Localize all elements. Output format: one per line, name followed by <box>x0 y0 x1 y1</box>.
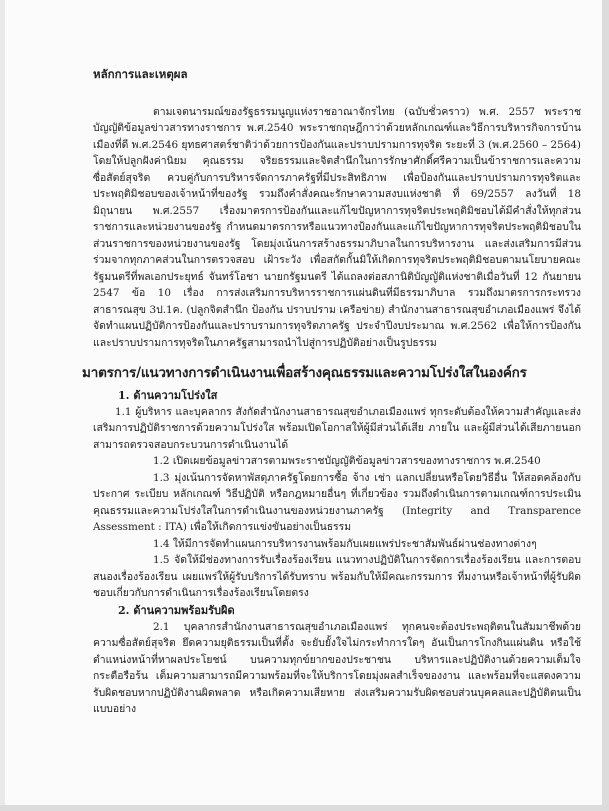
section-gap <box>93 351 581 365</box>
scan-edge-bottom <box>0 805 609 811</box>
document-page <box>5 0 602 805</box>
item-1-2: 1.2 เปิดเผยข้อมูลข่าวสารตามพระราชบัญญัติข้อมูลข่าวสารของทางราชการ พ.ศ.2540 <box>153 455 541 467</box>
subheading-transparency: 1. ด้านความโปร่งใส <box>118 388 218 402</box>
item-1-3: 1.3 มุ่งเน้นการจัดหาพัสดุภาครัฐโดยการซื้อ จ้าง เช่า แลกเปลี่ยนหรือโดยวิธีอื่น ให้สอดคล้องกับประกาศ ระเบียบ หลักเกณฑ์ วิธีปฏิบัติ หรือกฎหมายอื่นๆ ที่เกี่ยวข้อง รวมถึงดำเนินการตามเกณฑ์การประเมินคุณธรรมและความโปร่งใสในการดำเนินงานของหน่วยงานภาครัฐ (Integrity and Transparence Assessment : ITA) เพื่อให้เกิดการแข่งขันอย่างเป็นธรรม <box>93 471 581 533</box>
item-2-1: 2.1 บุคลากรสำนักงานสาธารณสุขอำเภอเมืองแพร่ ทุกคนจะต้องประพฤติตนในสัมมาชีพด้วยความซื่อสัตย์สุจริต ยึดความยุติธรรมเป็นที่ตั้ง จะยับยั้งใจไม่กระทำการใดๆ อันเป็นการโกงกินแผ่นดิน หรือใช้ตำแหน่งหน้าที่หาผลประโยชน์ บนความทุกข์ยากของประชาชน บริหารและปฏิบัติงานด้วยความเต็มใจกระตือรือร้น เต็มความสามารถมีความพร้อมที่จะให้บริการโดยมุ่งผลสำเร็จของงาน และพร้อมที่จะแสดงความรับผิดชอบหากปฏิบัติงานผิดพลาด หรือเกิดความเสียหาย ส่งเสริมความรับผิดชอบส่วนบุคคลและปฏิบัติตนเป็นแบบอย่าง <box>93 620 581 715</box>
section-title: มาตรการ/แนวทางการดำเนินงานเพื่อสร้างคุณธรรมและความโปร่งใสในองค์กร <box>82 365 527 381</box>
heading-rationale: หลักการและเหตุผล <box>93 67 188 81</box>
scan-edge-right <box>602 0 609 811</box>
item-1-4: 1.4 ให้มีการจัดทำแผนการบริหารงานพร้อมกับเผยแพร่ประชาสัมพันธ์ผ่านช่องทางต่างๆ <box>153 537 537 550</box>
item-1-1: 1.1 ผู้บริหาร และบุคลากร สังกัดสำนักงานสาธารณสุขอำเภอเมืองแพร่ ทุกระดับต้องให้ความสำคัญและส่งเสริมการปฏิบัติราชการด้วยความโปร่งใส พร้อมเปิดโอกาสให้ผู้มีส่วนได้เสีย ภายใน และผู้มีส่วนได้เสียภายนอก สามารถตรวจสอบกระบวนการดำเนินงานได้ <box>93 405 581 451</box>
intro-paragraph: ตามเจตนารมณ์ของรัฐธรรมนูญแห่งราชอาณาจักรไทย (ฉบับชั่วคราว) พ.ศ. 2557 พระราชบัญญัติข้อมูลข่าวสารทางราชการ พ.ศ.2540 พระราชกฤษฎีกาว่าด้วยหลักเกณฑ์และวิธีการบริหารกิจการบ้านเมืองที่ดี พ.ศ.2546 ยุทธศาสตร์ชาติว่าด้วยการป้องกันและปราบปรามการทุจริต ระยะที่ 3 (พ.ศ.2560 – 2564) โดยให้ปลูกฝังค่านิยม คุณธรรม จริยธรรมและจิตสำนึกในการรักษาศักดิ์ศรีความเป็นข้าราชการและความซื่อสัตย์สุจริต ควบคู่กับการบริหารจัดการภาครัฐที่มีประสิทธิภาพ เพื่อป้องกันและปราบปรามการทุจริตและประพฤติมิชอบของเจ้าหน้าที่ของรัฐ รวมถึงคำสั่งคณะรักษาความสงบแห่งชาติ ที่ 69/2557 ลงวันที่ 18 มิถุนายน พ.ศ.2557 เรื่องมาตรการป้องกันและแก้ไขปัญหาการทุจริตประพฤติมิชอบได้มีคำสั่งให้ทุกส่วนราชการและหน่วยงานของรัฐ กำหนดมาตรการหรือแนวทางป้องกันและแก้ไขปัญหาการทุจริตประพฤติมิชอบในส่วนราชการของหน่วยงานของรัฐ โดยมุ่งเน้นการสร้างธรรมาภิบาลในการบริหารงาน และส่งเสริมการมีส่วนร่วมจากทุกภาคส่วนในการตรวจสอบ เฝ้าระวัง เพื่อสกัดกั้นมิให้เกิดการทุจริตประพฤติมิชอบตามนโยบายคณะรัฐมนตรีที่พลเอกประยุทธ์ จันทร์โอชา นายกรัฐมนตรี ได้แถลงต่อสภานิติบัญญัติแห่งชาติเมื่อวันที่ 12 กันยายน 2547 ข้อ 10 เรื่อง การส่งเสริมการบริหารราชการแผ่นดินที่มีธรรมาภิบาล รวมถึงมาตรการกระทรวงสาธารณสุข 3ป.1ค. (ปลูกจิตสำนึก ป้องกัน ปราบปราม เครือข่าย) สำนักงานสาธารณสุขอำเภอเมืองแพร่ จึงได้จัดทำแผนปฏิบัติการป้องกันและปราบรามการทุจริตภาครัฐ ประจำปีงบประมาณ พ.ศ.2562 เพื่อให้การป้องกันและปราบปรามการทุจริตในภาครัฐสามารถนำไปสู่การปฏิบัติอย่างเป็นรูปธรรม <box>93 105 581 349</box>
item-1-5: 1.5 จัดให้มีช่องทางการรับเรื่องร้องเรียน แนวทางปฏิบัติในการจัดการเรื่องร้องเรียน และการตอบสนองเรื่องร้องเรียน เผยแพร่ให้ผู้รับบริการได้รับทราบ พร้อมกับให้มีคณะกรรมการ ที่มงานหรือเจ้าหน้าที่ผู้รับผิดชอบเกี่ยวกับการดำเนินการเรื่องร้องเรียนโดยตรง <box>93 554 581 599</box>
subheading-accountability: 2. ด้านความพร้อมรับผิด <box>118 603 235 617</box>
document-body <box>82 66 581 718</box>
